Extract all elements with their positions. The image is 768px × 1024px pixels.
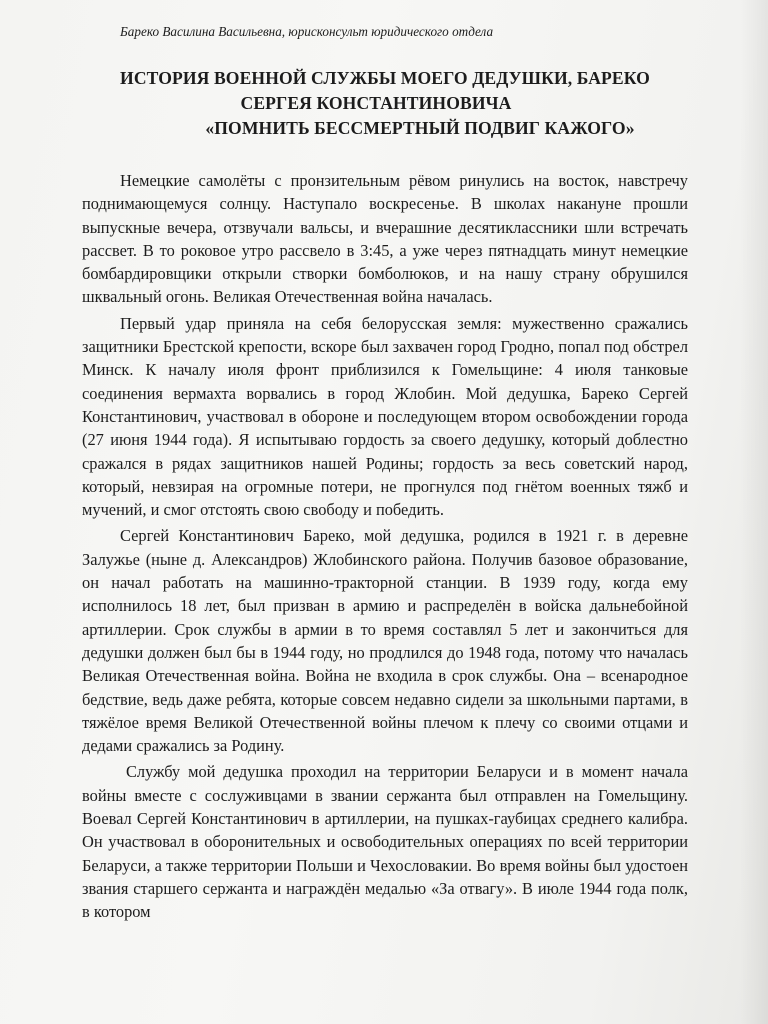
- title-line-3: «ПОМНИТЬ БЕССМЕРТНЫЙ ПОДВИГ КАЖОГО»: [205, 118, 635, 138]
- document-title: [82, 66, 688, 141]
- paragraph: Сергей Константинович Бареко, мой дедушка, родился в 1921 г. в деревне Залужье (ныне д. Александров) Жлобинского района. Получив базовое образование, он начал работать на машинно-тракторной станции. В 1939 году, когда ему исполнилось 18 лет, был призван в армию и распределён в войска дальнебойной артиллерии. Срок службы в армии в то время составлял 5 лет и закончиться для дедушки должен был бы в 1944 году, но продлился до 1948 года, потому что началась Великая Отечественная война. Война не входила в срок службы. Она – всенародное бедствие, ведь даже ребята, которые совсем недавно сидели за школьными партами, в тяжёлое время Великой Отечественной войны плечом к плечу со своими отцами и дедами сражались за Родину.: [82, 526, 688, 756]
- title-line-1: ИСТОРИЯ ВОЕННОЙ СЛУЖБЫ МОЕГО ДЕДУШКИ, БАРЕКО: [120, 68, 650, 88]
- document-content: [82, 22, 688, 927]
- document-body: [82, 169, 688, 924]
- paragraph: Первый удар приняла на себя белорусская земля: мужественно сражались защитники Брестской крепости, вскоре был захвачен город Гродно, попал под обстрел Минск. К началу июля фронт приблизился к Гомельщине: 4 июля танковые соединения вермахта ворвались в город Жлобин. Мой дедушка, Бареко Сергей Константинович, участвовал в обороне и последующем втором освобождении города (27 июня 1944 года). Я испытываю гордость за своего дедушку, который доблестно сражался в рядах защитников нашей Родины; гордость за весь советский народ, который, невзирая на огромные потери, не прогнулся под гнётом военных тяжб и мучений, и смог отстоять свою свободу и победить.: [82, 313, 688, 520]
- title-line-2: СЕРГЕЯ КОНСТАНТИНОВИЧА: [240, 93, 512, 113]
- paragraph: Немецкие самолёты с пронзительным рёвом ринулись на восток, навстречу поднимающемуся солнцу. Наступало воскресенье. В школах накануне прошли выпускные вечера, отзвучали вальсы, и вчерашние десятиклассники шли встречать рассвет. В то роковое утро рассвело в 3:45, а уже через пятнадцать минут немецкие бомбардировщики открыли створки бомболюков, и на нашу страну обрушился шквальный огонь. Великая Отечественная война началась.: [82, 171, 688, 307]
- paragraph: Службу мой дедушка проходил на территории Беларуси и в момент начала войны вместе с сослуживцами в звании сержанта был отправлен на Гомельщину. Воевал Сергей Константинович в артиллерии, на пушках-гаубицах среднего калибра. Он участвовал в оборонительных и освободительных операциях по всей территории Беларуси, а также территории Польши и Чехословакии. Во время войны был удостоен звания старшего сержанта и награждён медалью «За отвагу». В июле 1944 года полк, в котором: [82, 762, 688, 922]
- author-line: Бареко Василина Васильевна, юрисконсульт юридического отдела: [120, 24, 494, 39]
